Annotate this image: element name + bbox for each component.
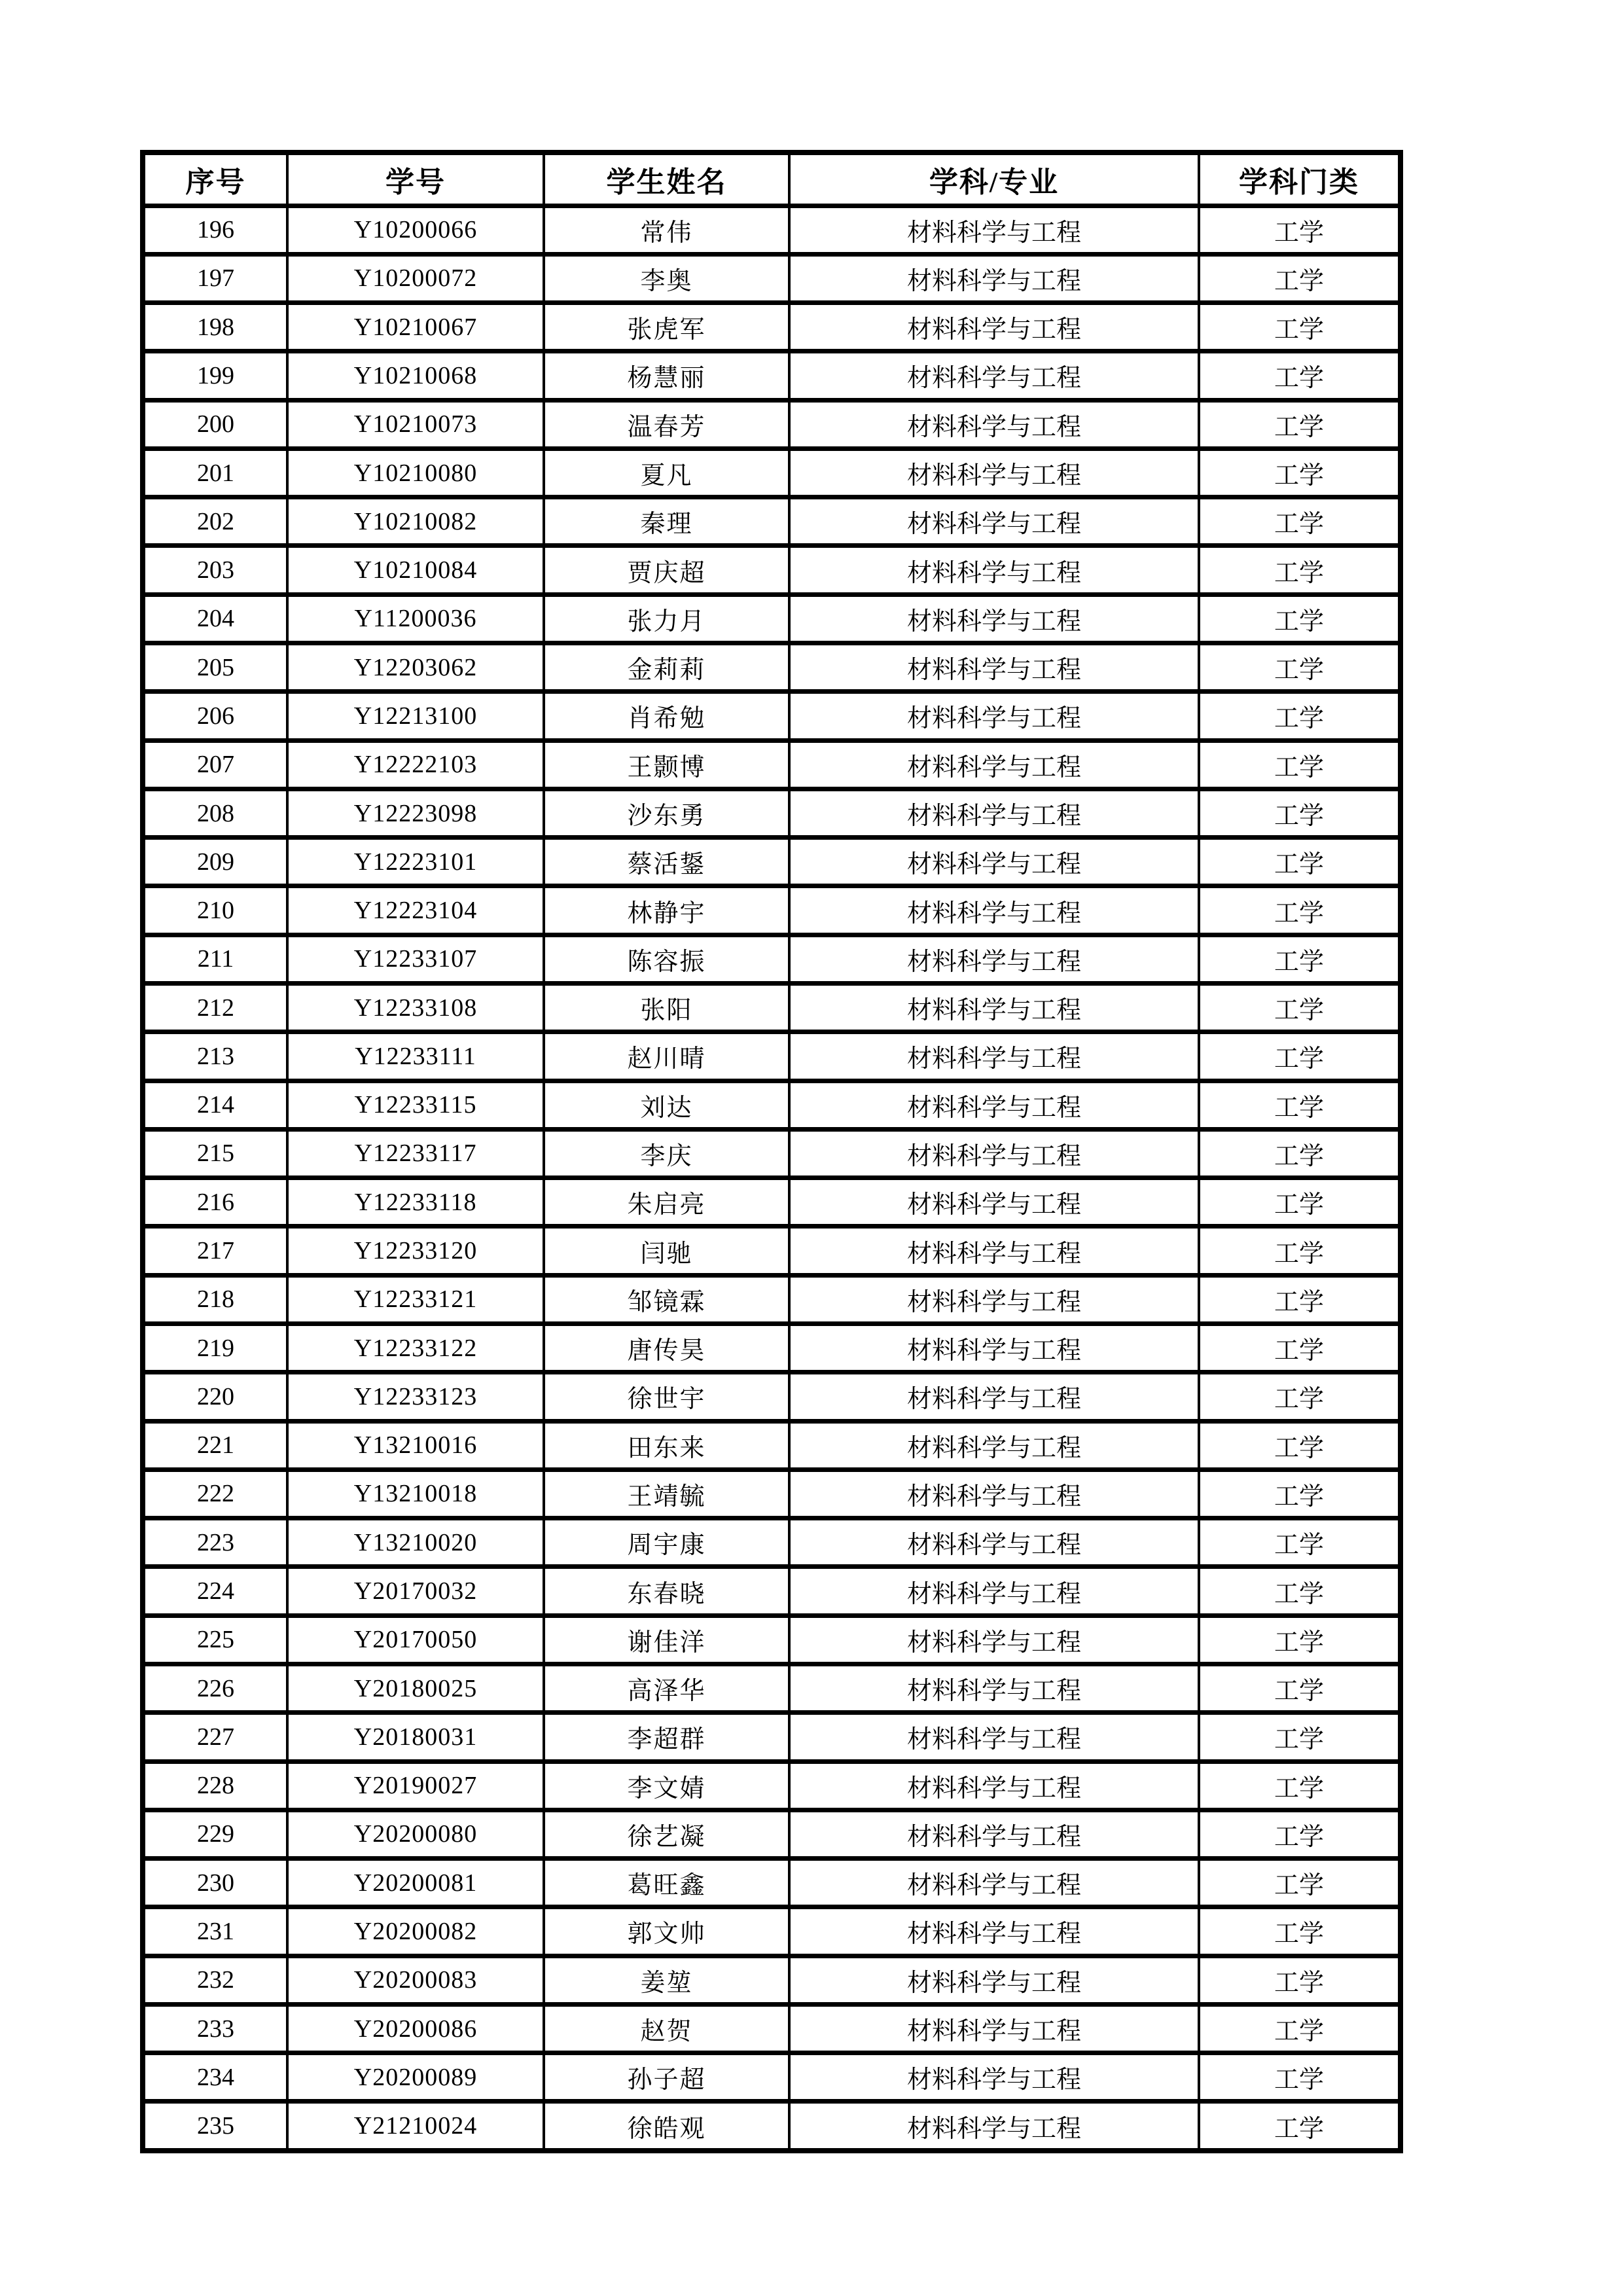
table-row [143,838,1400,886]
category-cell: 工学 [1199,740,1400,789]
student-id-cell: Y21210024 [287,2102,544,2151]
category-cell: 工学 [1199,303,1400,351]
category-cell: 工学 [1199,692,1400,740]
student-id-cell: Y12233117 [287,1129,544,1177]
serial-number-cell: 205 [143,643,287,692]
major-cell: 材料科学与工程 [789,1323,1199,1372]
table-row [143,1956,1400,2004]
category-cell: 工学 [1199,1907,1400,1956]
table-row [143,1518,1400,1567]
table-row [143,1761,1400,1810]
student-name-cell: 夏凡 [544,448,789,497]
category-cell: 工学 [1199,1032,1400,1081]
student-name-cell: 王颢博 [544,740,789,789]
serial-number-cell: 199 [143,351,287,400]
serial-number-cell: 233 [143,2004,287,2053]
student-id-cell: Y10210080 [287,448,544,497]
table-row [143,1275,1400,1323]
student-id-cell: Y20180031 [287,1713,544,1761]
serial-number-cell: 235 [143,2102,287,2151]
serial-number-cell: 197 [143,254,287,302]
serial-number-cell: 217 [143,1227,287,1275]
table-row [143,497,1400,546]
table-body [143,206,1400,2151]
major-cell: 材料科学与工程 [789,2102,1199,2151]
header-row [143,152,1400,206]
table-row [143,643,1400,692]
serial-number-cell: 223 [143,1518,287,1567]
table-row [143,1713,1400,1761]
serial-number-cell: 201 [143,448,287,497]
major-cell: 材料科学与工程 [789,692,1199,740]
category-cell: 工学 [1199,1713,1400,1761]
category-cell: 工学 [1199,400,1400,448]
category-cell: 工学 [1199,1810,1400,1858]
serial-number-cell: 200 [143,400,287,448]
student-name-cell: 田东来 [544,1421,789,1469]
student-name-cell: 赵川晴 [544,1032,789,1081]
category-cell: 工学 [1199,1081,1400,1129]
major-cell: 材料科学与工程 [789,838,1199,886]
major-cell: 材料科学与工程 [789,1178,1199,1227]
student-id-cell: Y10210082 [287,497,544,546]
student-id-cell: Y11200036 [287,594,544,643]
student-id-cell: Y10210067 [287,303,544,351]
serial-number-cell: 203 [143,546,287,594]
serial-number-cell: 222 [143,1469,287,1518]
student-name-cell: 唐传昊 [544,1323,789,1372]
student-id-cell: Y20200083 [287,1956,544,2004]
student-name-cell: 林静宇 [544,886,789,935]
category-cell: 工学 [1199,1323,1400,1372]
category-cell: 工学 [1199,886,1400,935]
category-cell: 工学 [1199,1178,1400,1227]
student-id-cell: Y12213100 [287,692,544,740]
table-row [143,1664,1400,1712]
serial-number-cell: 216 [143,1178,287,1227]
serial-number-cell: 210 [143,886,287,935]
major-cell: 材料科学与工程 [789,1907,1199,1956]
student-id-cell: Y12233118 [287,1178,544,1227]
category-cell: 工学 [1199,254,1400,302]
student-id-cell: Y12223104 [287,886,544,935]
table-row [143,254,1400,302]
table-row [143,448,1400,497]
table-row [143,206,1400,254]
student-name-cell: 沙东勇 [544,789,789,837]
major-cell: 材料科学与工程 [789,351,1199,400]
category-cell: 工学 [1199,1227,1400,1275]
serial-number-cell: 206 [143,692,287,740]
table-row [143,1567,1400,1615]
student-name-cell: 刘达 [544,1081,789,1129]
table-row [143,789,1400,837]
student-id-cell: Y12233121 [287,1275,544,1323]
student-name-cell: 王靖毓 [544,1469,789,1518]
table-row [143,1372,1400,1421]
major-cell: 材料科学与工程 [789,935,1199,983]
student-name-cell: 温春芳 [544,400,789,448]
major-cell: 材料科学与工程 [789,594,1199,643]
table-row [143,546,1400,594]
serial-number-cell: 207 [143,740,287,789]
major-cell: 材料科学与工程 [789,1469,1199,1518]
major-cell: 材料科学与工程 [789,789,1199,837]
serial-number-cell: 231 [143,1907,287,1956]
student-id-cell: Y12233115 [287,1081,544,1129]
major-cell: 材料科学与工程 [789,1859,1199,1907]
table-row [143,594,1400,643]
category-cell: 工学 [1199,1664,1400,1712]
student-id-cell: Y10210073 [287,400,544,448]
table-row [143,886,1400,935]
col-header-student-name: 学生姓名 [544,152,789,206]
table-row [143,935,1400,983]
major-cell: 材料科学与工程 [789,1032,1199,1081]
table-row [143,2004,1400,2053]
table-row [143,2102,1400,2151]
student-id-cell: Y12233111 [287,1032,544,1081]
student-name-cell: 张阳 [544,984,789,1032]
serial-number-cell: 234 [143,2053,287,2102]
table-row [143,351,1400,400]
major-cell: 材料科学与工程 [789,497,1199,546]
student-table [140,150,1403,2153]
student-id-cell: Y12223098 [287,789,544,837]
category-cell: 工学 [1199,935,1400,983]
col-header-major: 学科/专业 [789,152,1199,206]
major-cell: 材料科学与工程 [789,1567,1199,1615]
student-name-cell: 李文婧 [544,1761,789,1810]
serial-number-cell: 229 [143,1810,287,1858]
table-row [143,1469,1400,1518]
category-cell: 工学 [1199,2053,1400,2102]
student-id-cell: Y20200082 [287,1907,544,1956]
student-id-cell: Y13210016 [287,1421,544,1469]
student-id-cell: Y12233108 [287,984,544,1032]
serial-number-cell: 209 [143,838,287,886]
student-id-cell: Y13210018 [287,1469,544,1518]
student-name-cell: 郭文帅 [544,1907,789,1956]
serial-number-cell: 212 [143,984,287,1032]
student-id-cell: Y20170050 [287,1615,544,1664]
student-id-cell: Y20200080 [287,1810,544,1858]
major-cell: 材料科学与工程 [789,1664,1199,1712]
table-row [143,2053,1400,2102]
major-cell: 材料科学与工程 [789,400,1199,448]
student-name-cell: 常伟 [544,206,789,254]
major-cell: 材料科学与工程 [789,2053,1199,2102]
col-header-student-id: 学号 [287,152,544,206]
major-cell: 材料科学与工程 [789,1227,1199,1275]
student-id-cell: Y12223101 [287,838,544,886]
student-name-cell: 陈容振 [544,935,789,983]
student-name-cell: 李超群 [544,1713,789,1761]
major-cell: 材料科学与工程 [789,1372,1199,1421]
serial-number-cell: 225 [143,1615,287,1664]
student-name-cell: 秦理 [544,497,789,546]
student-id-cell: Y10200066 [287,206,544,254]
major-cell: 材料科学与工程 [789,1956,1199,2004]
serial-number-cell: 227 [143,1713,287,1761]
serial-number-cell: 224 [143,1567,287,1615]
student-id-cell: Y12233107 [287,935,544,983]
major-cell: 材料科学与工程 [789,1713,1199,1761]
major-cell: 材料科学与工程 [789,1810,1199,1858]
student-name-cell: 赵贺 [544,2004,789,2053]
student-name-cell: 朱启亮 [544,1178,789,1227]
student-name-cell: 谢佳洋 [544,1615,789,1664]
table-row [143,1907,1400,1956]
student-id-cell: Y12233122 [287,1323,544,1372]
category-cell: 工学 [1199,1761,1400,1810]
table-row [143,1178,1400,1227]
table-row [143,1810,1400,1858]
student-name-cell: 肖希勉 [544,692,789,740]
major-cell: 材料科学与工程 [789,1761,1199,1810]
student-name-cell: 徐皓观 [544,2102,789,2151]
category-cell: 工学 [1199,838,1400,886]
table-row [143,303,1400,351]
student-id-cell: Y13210020 [287,1518,544,1567]
major-cell: 材料科学与工程 [789,1615,1199,1664]
major-cell: 材料科学与工程 [789,448,1199,497]
major-cell: 材料科学与工程 [789,1518,1199,1567]
student-name-cell: 徐艺凝 [544,1810,789,1858]
table-row [143,400,1400,448]
serial-number-cell: 214 [143,1081,287,1129]
category-cell: 工学 [1199,497,1400,546]
student-name-cell: 徐世宇 [544,1372,789,1421]
student-name-cell: 姜堃 [544,1956,789,2004]
major-cell: 材料科学与工程 [789,1081,1199,1129]
serial-number-cell: 232 [143,1956,287,2004]
student-id-cell: Y10210068 [287,351,544,400]
category-cell: 工学 [1199,789,1400,837]
student-id-cell: Y20200086 [287,2004,544,2053]
student-name-cell: 李庆 [544,1129,789,1177]
col-header-category: 学科门类 [1199,152,1400,206]
serial-number-cell: 211 [143,935,287,983]
category-cell: 工学 [1199,1859,1400,1907]
serial-number-cell: 208 [143,789,287,837]
student-name-cell: 张力月 [544,594,789,643]
major-cell: 材料科学与工程 [789,303,1199,351]
serial-number-cell: 198 [143,303,287,351]
student-id-cell: Y12233123 [287,1372,544,1421]
category-cell: 工学 [1199,206,1400,254]
student-id-cell: Y20170032 [287,1567,544,1615]
major-cell: 材料科学与工程 [789,1129,1199,1177]
table-row [143,1129,1400,1177]
student-name-cell: 周宇康 [544,1518,789,1567]
major-cell: 材料科学与工程 [789,546,1199,594]
student-id-cell: Y10200072 [287,254,544,302]
category-cell: 工学 [1199,1372,1400,1421]
table-row [143,1615,1400,1664]
category-cell: 工学 [1199,546,1400,594]
major-cell: 材料科学与工程 [789,984,1199,1032]
category-cell: 工学 [1199,1129,1400,1177]
student-id-cell: Y10210084 [287,546,544,594]
major-cell: 材料科学与工程 [789,643,1199,692]
serial-number-cell: 215 [143,1129,287,1177]
student-id-cell: Y12233120 [287,1227,544,1275]
table-row [143,984,1400,1032]
table-row [143,692,1400,740]
category-cell: 工学 [1199,2102,1400,2151]
category-cell: 工学 [1199,1469,1400,1518]
category-cell: 工学 [1199,1421,1400,1469]
category-cell: 工学 [1199,351,1400,400]
category-cell: 工学 [1199,2004,1400,2053]
student-name-cell: 高泽华 [544,1664,789,1712]
category-cell: 工学 [1199,643,1400,692]
table-row [143,1081,1400,1129]
student-name-cell: 东春晓 [544,1567,789,1615]
major-cell: 材料科学与工程 [789,1421,1199,1469]
student-id-cell: Y20200081 [287,1859,544,1907]
major-cell: 材料科学与工程 [789,2004,1199,2053]
serial-number-cell: 221 [143,1421,287,1469]
serial-number-cell: 196 [143,206,287,254]
student-name-cell: 金莉莉 [544,643,789,692]
student-id-cell: Y12203062 [287,643,544,692]
serial-number-cell: 220 [143,1372,287,1421]
major-cell: 材料科学与工程 [789,1275,1199,1323]
serial-number-cell: 204 [143,594,287,643]
col-header-serial: 序号 [143,152,287,206]
table-row [143,1859,1400,1907]
major-cell: 材料科学与工程 [789,886,1199,935]
category-cell: 工学 [1199,1567,1400,1615]
student-id-cell: Y12222103 [287,740,544,789]
student-name-cell: 贾庆超 [544,546,789,594]
category-cell: 工学 [1199,1615,1400,1664]
serial-number-cell: 213 [143,1032,287,1081]
serial-number-cell: 230 [143,1859,287,1907]
serial-number-cell: 226 [143,1664,287,1712]
category-cell: 工学 [1199,594,1400,643]
student-name-cell: 李奥 [544,254,789,302]
serial-number-cell: 219 [143,1323,287,1372]
student-id-cell: Y20180025 [287,1664,544,1712]
table-row [143,740,1400,789]
major-cell: 材料科学与工程 [789,254,1199,302]
student-name-cell: 张虎军 [544,303,789,351]
student-name-cell: 葛旺鑫 [544,1859,789,1907]
student-name-cell: 闫驰 [544,1227,789,1275]
table-row [143,1032,1400,1081]
serial-number-cell: 228 [143,1761,287,1810]
table-row [143,1323,1400,1372]
student-name-cell: 蔡活鋬 [544,838,789,886]
category-cell: 工学 [1199,1518,1400,1567]
category-cell: 工学 [1199,1956,1400,2004]
student-name-cell: 邹镜霖 [544,1275,789,1323]
table-row [143,1227,1400,1275]
major-cell: 材料科学与工程 [789,740,1199,789]
serial-number-cell: 218 [143,1275,287,1323]
student-id-cell: Y20190027 [287,1761,544,1810]
major-cell: 材料科学与工程 [789,206,1199,254]
category-cell: 工学 [1199,984,1400,1032]
table-row [143,1421,1400,1469]
student-name-cell: 杨慧丽 [544,351,789,400]
category-cell: 工学 [1199,448,1400,497]
serial-number-cell: 202 [143,497,287,546]
category-cell: 工学 [1199,1275,1400,1323]
student-id-cell: Y20200089 [287,2053,544,2102]
student-name-cell: 孙子超 [544,2053,789,2102]
